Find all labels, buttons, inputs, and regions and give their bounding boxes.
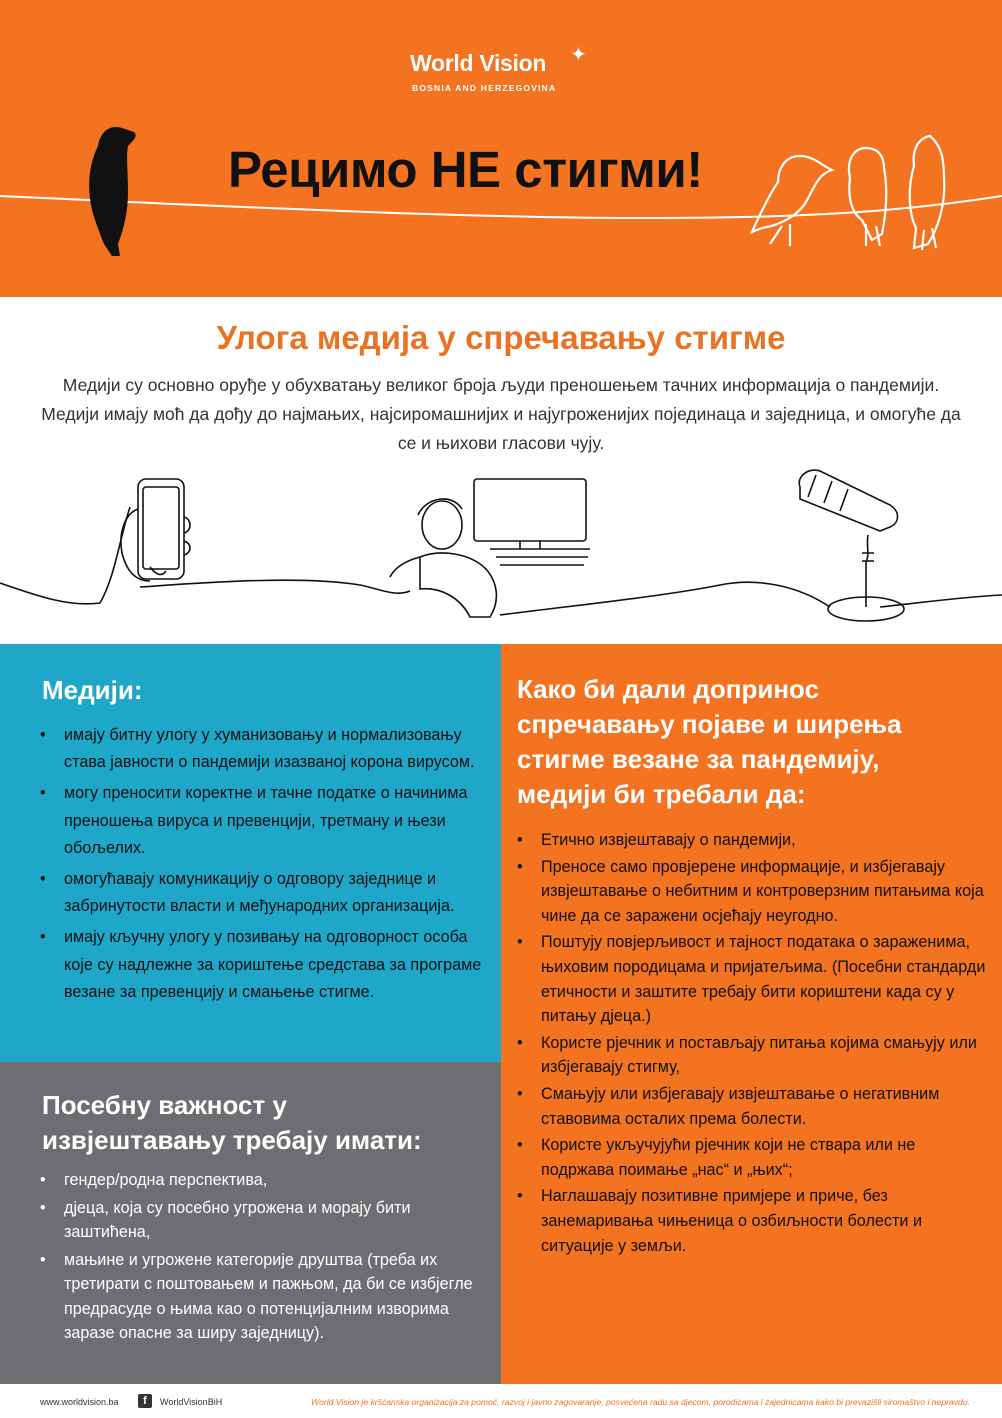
list-item: • имају битну улогу у хуманизовању и нормализовању става јавности о пандемији изазваној корона вирусом.	[40, 722, 490, 776]
list-item: • Поштују повјерљивост и тајност података о зараженима, њиховим породицама и пријатељима. (Посебни стандарди етичности и заштите требају бити кориштени када су у питању дјеца.)	[517, 930, 987, 1028]
logo-subtitle: BOSNIA AND HERZEGOVINA	[412, 83, 557, 93]
list-item: • имају кључну улогу у позивању на одговорност особа које су надлежне за кориштење средстава за програме везане за превенцију и смањење стигме.	[40, 924, 490, 1006]
recommendations-panel	[501, 644, 1002, 1384]
list-item: • Етично извјештавају о пандемији,	[517, 828, 987, 853]
logo-name: World Vision	[410, 50, 547, 76]
bird-silhouette-icon	[89, 127, 135, 256]
media-line-illustration	[0, 457, 1002, 644]
list-item: • мањине и угрожене категорије друштва (треба их третирати с поштовањем и пажњом, да би се избјегле предрасуде о њима као о потенцијалним изворима заразе опасне за ширу заједницу).	[40, 1248, 485, 1346]
list-item: • Смањују или избјегавају извјештавање о негативним ставовима осталих према болести.	[517, 1082, 987, 1131]
list-item: • гендер/родна перспектива,	[40, 1168, 485, 1193]
list-item: • дјеца, која су посебно угрожена и морају бити заштићена,	[40, 1196, 485, 1245]
importance-title-line: Посебну важност у	[42, 1090, 287, 1120]
list-item: • Користе укључујући рјечник који не ствара или не подржава поимање „нас“ и „њих“;	[517, 1133, 987, 1182]
list-item: • омогућавају комуникацију о одговору заједнице и забринутости власти и међународних организација.	[40, 866, 490, 920]
intro-line: Медији су основно оруђе у обухватању великог броја људи преношењем тачних информација о пандемији.	[62, 375, 940, 395]
importance-list	[40, 1168, 485, 1349]
facebook-icon[interactable]: f	[138, 1394, 152, 1408]
importance-title-line: извјештавању требају имати:	[42, 1125, 422, 1155]
recommendations-title-line: спречавању појаве и ширења	[517, 709, 902, 739]
website-link[interactable]: www.worldvision.ba	[40, 1397, 119, 1407]
importance-title	[42, 1088, 422, 1158]
list-item: • Наглашавају позитивне примјере и приче, без занемаривања чињеница о озбиљности болести и ситуације у земљи.	[517, 1184, 987, 1258]
intro-line: се и њихови гласови чују.	[397, 433, 605, 453]
media-panel	[0, 644, 501, 1062]
recommendations-title	[517, 672, 987, 812]
recommendations-title-line: Како би дали допринос	[517, 674, 820, 704]
phone-hand-icon	[121, 479, 190, 581]
facebook-link[interactable]: WorldVisionBiH	[160, 1397, 223, 1407]
footer-note: World Vision je kršćanska organizacija za pomoć, razvoj i javno zagovaranje, posvećena radu sa djecom, porodicama i zajednicama kako bi prevazišli siromaštvo i nepravdu.	[310, 1397, 970, 1407]
footer	[0, 1384, 1002, 1418]
bird-outline-icon	[752, 136, 944, 250]
recommendations-list	[517, 828, 987, 1260]
continuous-line	[0, 507, 1002, 615]
world-vision-logo	[410, 44, 600, 93]
intro-line: Медији имају моћ да дођу до најмањих, најсиромашнијих и најугроженијих појединаца и заједница, и омогуће да	[41, 404, 961, 424]
media-list	[40, 722, 490, 1010]
world-vision-star-icon: ✦	[570, 44, 587, 66]
intro-text	[40, 371, 962, 458]
list-item: • Преносе само провјерене информације, и избјегавају извјештавање о небитним и контроверзним питањима која чине да се заражени осјећају неугодно.	[517, 855, 987, 929]
list-item: • Користе рјечник и постављају питања којима смањују или избјегавају стигму,	[517, 1031, 987, 1080]
list-item: • могу преносити коректне и тачне податке о начинима преношења вируса и превенцији, третману и њези обољелих.	[40, 780, 490, 862]
page-title: Рецимо НЕ стигми!	[228, 141, 703, 198]
media-title: Медији:	[42, 675, 143, 705]
intro-title: Улога медија у спречавању стигме	[216, 319, 786, 356]
person-tv-icon	[390, 479, 590, 617]
recommendations-title-line: медији би требали да:	[517, 779, 806, 809]
intro-section	[0, 297, 1002, 644]
header-banner	[0, 0, 1002, 297]
importance-panel	[0, 1062, 501, 1384]
recommendations-title-line: стигме везане за пандемију,	[517, 744, 880, 774]
